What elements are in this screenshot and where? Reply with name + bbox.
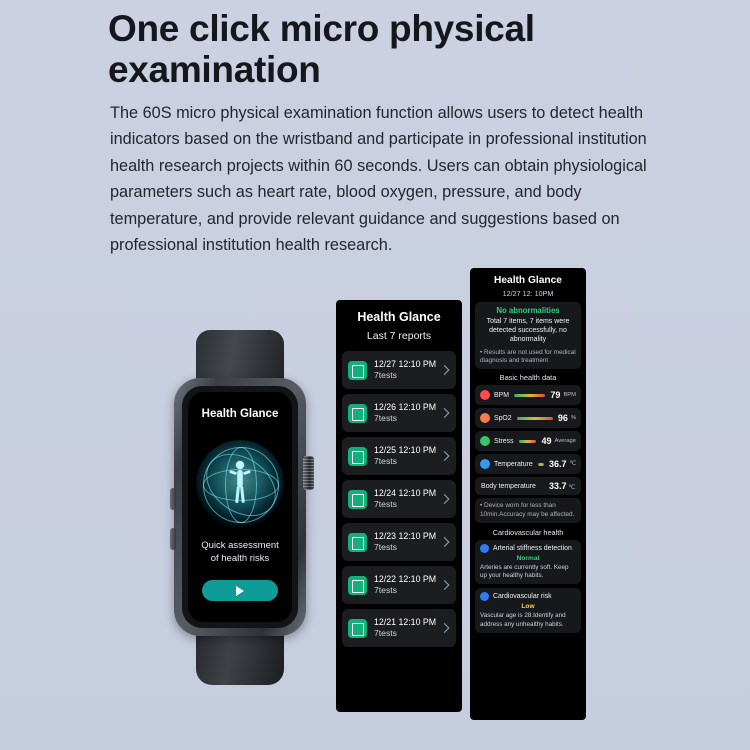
- metric-label: Stress: [494, 437, 514, 445]
- metric-value: 49: [541, 436, 552, 447]
- thermometer-icon: [480, 459, 490, 469]
- report-icon: [348, 576, 367, 595]
- start-measurement-button[interactable]: [202, 580, 278, 601]
- reports-list-panel: [336, 300, 462, 712]
- lungs-icon: [480, 413, 490, 423]
- metric-gauge: [514, 394, 545, 397]
- artery-icon: [480, 544, 489, 553]
- metric-unit: ℃: [568, 485, 575, 492]
- heart-icon: [480, 390, 490, 400]
- report-date: 12/24 12:10 PM: [374, 488, 437, 499]
- list-item[interactable]: [342, 480, 456, 518]
- list-item[interactable]: [342, 609, 456, 647]
- list-item[interactable]: [342, 394, 456, 432]
- chevron-right-icon: [440, 580, 450, 590]
- metric-body-temperature[interactable]: [475, 477, 581, 495]
- watch-case: [174, 378, 306, 636]
- report-tests: 7tests: [374, 542, 397, 553]
- chevron-right-icon: [440, 623, 450, 633]
- watch-subtitle-line1: Quick assessment: [201, 540, 279, 551]
- heart-risk-icon: [480, 592, 489, 601]
- watch-screen-subtitle: [188, 540, 292, 566]
- body-copy: The 60S micro physical examination function allows users to detect health indicators based on the wristband and participate in professional institution health research projects within 60 seconds. Users can obtain physiological parameters such as heart rate, blood oxygen, pressure, and body temperature, and provide relevant guidance and suggestions based on professional institution health research.: [110, 104, 647, 254]
- cardio-arterial-stiffness[interactable]: [475, 540, 581, 584]
- report-date: 12/27 12:10 PM: [374, 359, 437, 370]
- health-detail-panel: [470, 268, 586, 720]
- metric-value: 96: [557, 413, 568, 424]
- report-icon: [348, 533, 367, 552]
- report-date: 12/23 12:10 PM: [374, 531, 437, 542]
- chevron-right-icon: [440, 451, 450, 461]
- cardio-risk[interactable]: [475, 588, 581, 632]
- page-title: One click micro physical examination: [108, 8, 535, 91]
- reports-panel-subtitle: Last 7 reports: [366, 330, 432, 342]
- metric-label: Body temperature: [481, 482, 536, 490]
- metric-temperature[interactable]: [475, 454, 581, 474]
- cardio-description: Arteries are currently soft. Keep up your healthy habits.: [480, 564, 569, 580]
- report-tests: 7tests: [374, 585, 397, 596]
- metric-label: SpO2: [494, 414, 512, 422]
- report-tests: 7tests: [374, 628, 397, 639]
- report-tests: 7tests: [374, 456, 397, 467]
- report-tests: 7tests: [374, 370, 397, 381]
- detail-timestamp: 12/27 12: 10PM: [502, 289, 554, 298]
- metric-bpm[interactable]: [475, 385, 581, 405]
- health-orb-graphic: [188, 434, 292, 534]
- metric-unit: Average: [554, 438, 576, 445]
- report-icon: [348, 404, 367, 423]
- report-icon: [348, 447, 367, 466]
- disclaimer-note: • Results are not used for medical diagnosis and treatment: [480, 348, 576, 365]
- stress-icon: [480, 436, 490, 446]
- metric-label: BPM: [494, 391, 509, 399]
- status-badge: No abnormalities: [496, 306, 560, 315]
- chevron-right-icon: [440, 494, 450, 504]
- watch-crown-texture: [303, 456, 314, 490]
- metric-spo2[interactable]: [475, 408, 581, 428]
- cardio-label: Cardiovascular risk: [493, 593, 552, 601]
- report-tests: 7tests: [374, 499, 397, 510]
- detail-panel-title: Health Glance: [494, 275, 562, 286]
- chevron-right-icon: [440, 365, 450, 375]
- metric-value: 79: [550, 390, 561, 401]
- chevron-right-icon: [440, 408, 450, 418]
- section-cardiovascular: Cardiovascular health: [492, 528, 564, 538]
- watch-screen-title: Health Glance: [201, 408, 279, 420]
- watch-subtitle-line2: of health risks: [210, 552, 270, 564]
- metric-gauge: [519, 440, 537, 443]
- metric-unit: %: [570, 415, 576, 422]
- report-icon: [348, 490, 367, 509]
- reports-panel-title: Health Glance: [357, 310, 441, 324]
- summary-card: [475, 302, 581, 369]
- watch-side-button-upper[interactable]: [170, 488, 176, 510]
- report-date: 12/22 12:10 PM: [374, 574, 437, 585]
- cardio-label: Arterial stiffness detection: [493, 545, 572, 553]
- wear-note: • Device worn for less than 10min.Accuracy may be affected.: [480, 502, 575, 518]
- metric-unit: ℃: [569, 461, 576, 468]
- report-date: 12/25 12:10 PM: [374, 445, 437, 456]
- metric-label: Temperature: [494, 460, 533, 468]
- metric-gauge: [538, 463, 544, 466]
- metric-value: 33.7: [548, 481, 567, 492]
- list-item[interactable]: [342, 566, 456, 604]
- list-item[interactable]: [342, 351, 456, 389]
- cardio-status: Normal: [516, 555, 540, 563]
- metric-gauge: [517, 417, 553, 420]
- metric-unit: BPM: [563, 392, 576, 399]
- metric-stress[interactable]: [475, 431, 581, 451]
- watch-side-button-lower[interactable]: [170, 528, 176, 550]
- chevron-right-icon: [440, 537, 450, 547]
- report-tests: 7tests: [374, 413, 397, 424]
- list-item[interactable]: [342, 437, 456, 475]
- section-basic-health: Basic health data: [499, 373, 557, 383]
- wear-note-card: [475, 498, 581, 523]
- metric-value: 36.7: [548, 459, 567, 470]
- list-item[interactable]: [342, 523, 456, 561]
- play-icon: [236, 586, 244, 596]
- summary-text: Total 7 items, 7 items were detected successfully, no abnormality: [486, 318, 570, 344]
- report-date: 12/26 12:10 PM: [374, 402, 437, 413]
- report-date: 12/21 12:10 PM: [374, 617, 437, 628]
- human-body-icon: [227, 458, 253, 510]
- smartwatch-device: [168, 330, 316, 685]
- report-icon: [348, 619, 367, 638]
- cardio-status: Low: [521, 603, 535, 611]
- report-icon: [348, 361, 367, 380]
- watch-screen[interactable]: [188, 392, 292, 622]
- cardio-description: Vascular age is 28.Identify and address any unhealthy habits.: [480, 612, 566, 628]
